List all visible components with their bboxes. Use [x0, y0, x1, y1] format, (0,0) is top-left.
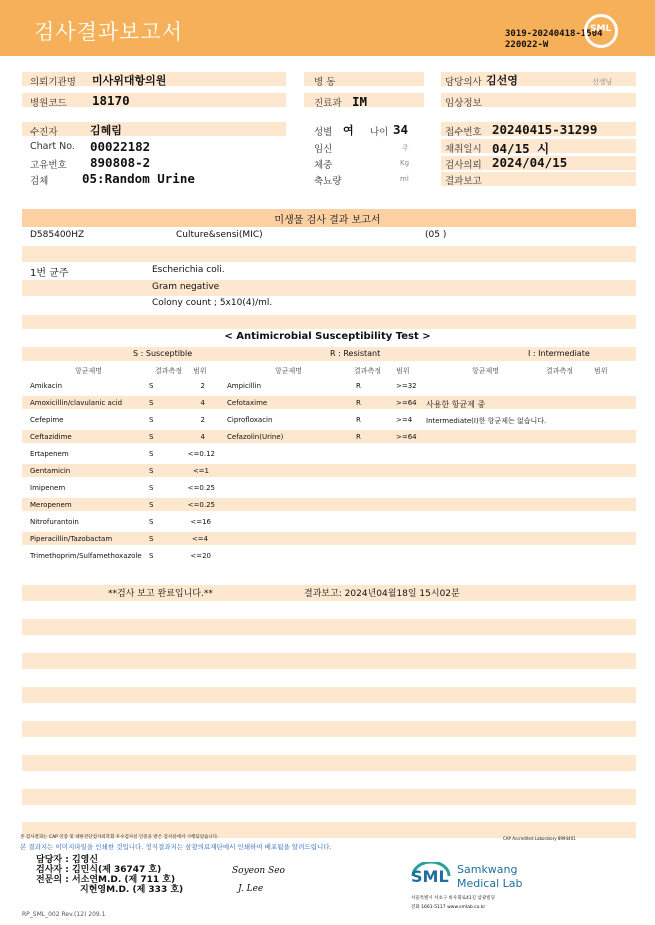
ast-mic: <=20 — [190, 552, 211, 560]
col-result-2: 결과측정 — [354, 367, 382, 375]
legend-susceptible: S : Susceptible — [133, 349, 193, 358]
col-drug-3: 항균제명 — [472, 367, 500, 375]
col-result-3: 결과측정 — [546, 367, 574, 375]
dept-value: IM — [352, 94, 368, 109]
hospital-code-label: 병원코드 — [30, 98, 67, 109]
lab-logo-text: SML — [411, 867, 449, 886]
collect-value: 04/15 시 — [492, 141, 550, 156]
row-band — [22, 687, 636, 703]
ast-mic: 2 — [200, 382, 205, 390]
collect-label: 채취일시 — [445, 144, 482, 155]
col-range-2: 범위 — [396, 367, 410, 375]
staff-manager: 담당자 : 김영신 — [36, 855, 99, 865]
lab-name-2: Medical Lab — [457, 877, 523, 890]
id-value: 890808-2 — [90, 155, 151, 170]
header-logo-text: SML — [590, 24, 612, 34]
staff-specialist-1: 전문의 : 서소연M.D. (제 711 호) — [36, 875, 176, 885]
ast-mic: <=1 — [192, 467, 209, 475]
request-value: 2024/04/15 — [492, 155, 568, 170]
ast-mic: <=4 — [191, 535, 208, 543]
urine-label: 축뇨량 — [314, 176, 342, 187]
row-band — [22, 653, 636, 669]
specimen-label: 검체 — [30, 176, 49, 187]
sex-label: 성별 — [314, 127, 333, 138]
colony-count: Colony count ; 5x10(4)/ml. — [152, 298, 273, 308]
row-band — [22, 498, 636, 511]
ast-mic: <=0.25 — [187, 501, 215, 509]
institution-value: 미사위대항의원 — [92, 74, 167, 87]
ast-result: S — [149, 416, 154, 424]
ast-result: S — [149, 501, 154, 509]
micro-title: 미생물 검사 결과 보고서 — [274, 215, 381, 226]
ast-mic: >=4 — [396, 416, 413, 424]
institution-label: 의뢰기관명 — [30, 77, 76, 88]
col-drug-1: 항균제명 — [75, 367, 103, 375]
report-code-2: 220022-W — [505, 40, 549, 50]
col-drug-2: 항균제명 — [275, 367, 303, 375]
ast-result: S — [149, 450, 154, 458]
pregnancy-label: 임신 — [314, 144, 333, 155]
ast-result: R — [356, 433, 361, 441]
patient-value: 김혜림 — [90, 124, 122, 137]
ast-drug: Nitrofurantoin — [30, 518, 79, 526]
ast-mic: >=64 — [396, 399, 417, 407]
row-band — [22, 315, 636, 329]
staff-tester: 검사자 : 김민식(제 36747 호) — [36, 865, 162, 875]
legend-intermediate: I : Intermediate — [528, 349, 590, 358]
lab-contact: 전화 1661-5117 www.smlab.co.kr — [411, 905, 486, 910]
isolate-label: 1번 균주 — [30, 268, 69, 279]
ast-mic: <=16 — [190, 518, 211, 526]
micro-spec: (05 ) — [425, 230, 447, 240]
row-band — [22, 755, 636, 771]
chart-value: 00022182 — [90, 139, 151, 154]
ast-result: S — [149, 467, 154, 475]
ast-drug: Amikacin — [30, 382, 63, 390]
ast-drug: Imipenem — [30, 484, 66, 492]
ast-mic: >=64 — [396, 433, 417, 441]
ast-mic: <=0.12 — [187, 450, 215, 458]
ast-result: S — [149, 535, 154, 543]
report-complete: **검사 보고 완료입니다.** — [108, 589, 213, 599]
ast-result: R — [356, 399, 361, 407]
dept-label: 진료과 — [314, 98, 342, 109]
signature-1: Soyeon Seo — [232, 866, 285, 876]
ast-drug: Trimethoprim/Sulfamethoxazole — [30, 552, 142, 560]
weight-label: 체중 — [314, 160, 333, 171]
ast-drug: Ceftazidime — [30, 433, 72, 441]
pregnancy-unit: 주 — [402, 144, 409, 152]
form-code: RP_SML_002 Rev.(12) 209.1 — [22, 911, 106, 918]
col-result-1: 결과측정 — [155, 367, 183, 375]
ast-drug: Ampicillin — [227, 382, 262, 390]
specimen-value: 05:Random Urine — [82, 171, 195, 186]
sex-value: 여 — [343, 124, 354, 137]
ast-result: R — [356, 416, 361, 424]
request-label: 검사의뢰 — [445, 160, 482, 171]
row-band — [22, 464, 636, 477]
row-band — [22, 789, 636, 805]
ast-result: R — [356, 382, 361, 390]
footer-notice: 본 결과지는 이미지파일을 인쇄한 것입니다. 정식결과지는 삼광의료재단에서 인쇄하여 배포됨을 알려드립니다. — [20, 843, 332, 851]
row-band — [22, 280, 636, 296]
ast-result: S — [149, 399, 154, 407]
ast-mic: >=32 — [396, 382, 417, 390]
age-label: 나이 — [370, 127, 389, 138]
ast-mic: 2 — [200, 416, 205, 424]
report-title: 검사결과보고서 — [34, 20, 184, 44]
clinical-label: 임상정보 — [445, 98, 482, 109]
ast-mic: <=0.25 — [187, 484, 215, 492]
ast-drug: Gentamicin — [30, 467, 71, 475]
ast-drug: Ertapenem — [30, 450, 69, 458]
report-label: 결과보고 — [445, 176, 482, 187]
doctor-suffix: 선생님 — [592, 78, 613, 86]
hospital-code-value: 18170 — [92, 93, 130, 108]
weight-unit: Kg — [400, 159, 410, 167]
accession-label: 접수번호 — [445, 127, 482, 138]
ward-label: 병 동 — [314, 77, 336, 88]
ast-drug: Cefepime — [30, 416, 64, 424]
ast-result: S — [149, 382, 154, 390]
signature-2: J. Lee — [238, 884, 264, 894]
urine-unit: ml — [400, 175, 409, 183]
ast-title: < Antimicrobial Susceptibility Test > — [224, 331, 431, 342]
micro-test: Culture&sensi(MIC) — [176, 230, 263, 240]
lab-name-1: Samkwang — [457, 863, 518, 876]
ast-mic: 4 — [200, 433, 205, 441]
ast-drug: Cefazolin(Urine) — [227, 433, 284, 441]
chart-label: Chart No. — [30, 141, 75, 152]
staff-specialist-2: 지현영M.D. (제 333 호) — [80, 885, 184, 895]
col-range-3: 범위 — [594, 367, 608, 375]
info-band — [22, 122, 286, 136]
row-band — [22, 246, 636, 262]
legend-resistant: R : Resistant — [330, 349, 381, 358]
row-band — [22, 721, 636, 737]
accession-value: 20240415-31299 — [492, 122, 598, 137]
id-label: 고유번호 — [30, 160, 67, 171]
report-time: 결과보고: 2024년04월18일 15시02분 — [304, 589, 460, 599]
ast-drug: Ciprofloxacin — [227, 416, 273, 424]
ast-drug: Meropenem — [30, 501, 72, 509]
report-code-1: 3019-20240418-1504 — [505, 29, 603, 39]
ast-result: S — [149, 518, 154, 526]
ast-result: S — [149, 552, 154, 560]
ast-result: S — [149, 433, 154, 441]
ast-drug: Cefotaxime — [227, 399, 268, 407]
organism-name: Escherichia coli. — [152, 265, 225, 275]
patient-label: 수진자 — [30, 127, 58, 138]
age-value: 34 — [393, 122, 409, 137]
ast-drug: Piperacillin/Tazobactam — [30, 535, 113, 543]
footer-cap: CAP Accredited Laboratory 8994401 — [503, 836, 576, 841]
doctor-label: 담당의사 — [445, 77, 482, 88]
doctor-value: 김선영 — [486, 74, 518, 87]
lab-address: 서울특별시 서초구 바우뫼로41길 삼광빌딩 — [411, 896, 495, 901]
micro-code: D585400HZ — [30, 230, 85, 240]
row-band — [22, 619, 636, 635]
ast-result: S — [149, 484, 154, 492]
row-band — [22, 430, 636, 443]
gram-stain: Gram negative — [152, 282, 220, 292]
note-line-2: Intermediate(I)한 항균제는 없습니다. — [426, 417, 547, 425]
note-line-1: 사용한 항균제 중 — [426, 400, 486, 409]
ast-mic: 4 — [200, 399, 205, 407]
ast-drug: Amoxicillin/clavulanic acid — [30, 399, 123, 407]
footer-certification: 본 검사결과는 CAP 인증 및 대한진단검사의학회 우수검사실 인증을 받은 검사실에서 시행되었습니다. — [20, 835, 219, 840]
col-range-1: 범위 — [193, 367, 207, 375]
row-band — [22, 532, 636, 545]
